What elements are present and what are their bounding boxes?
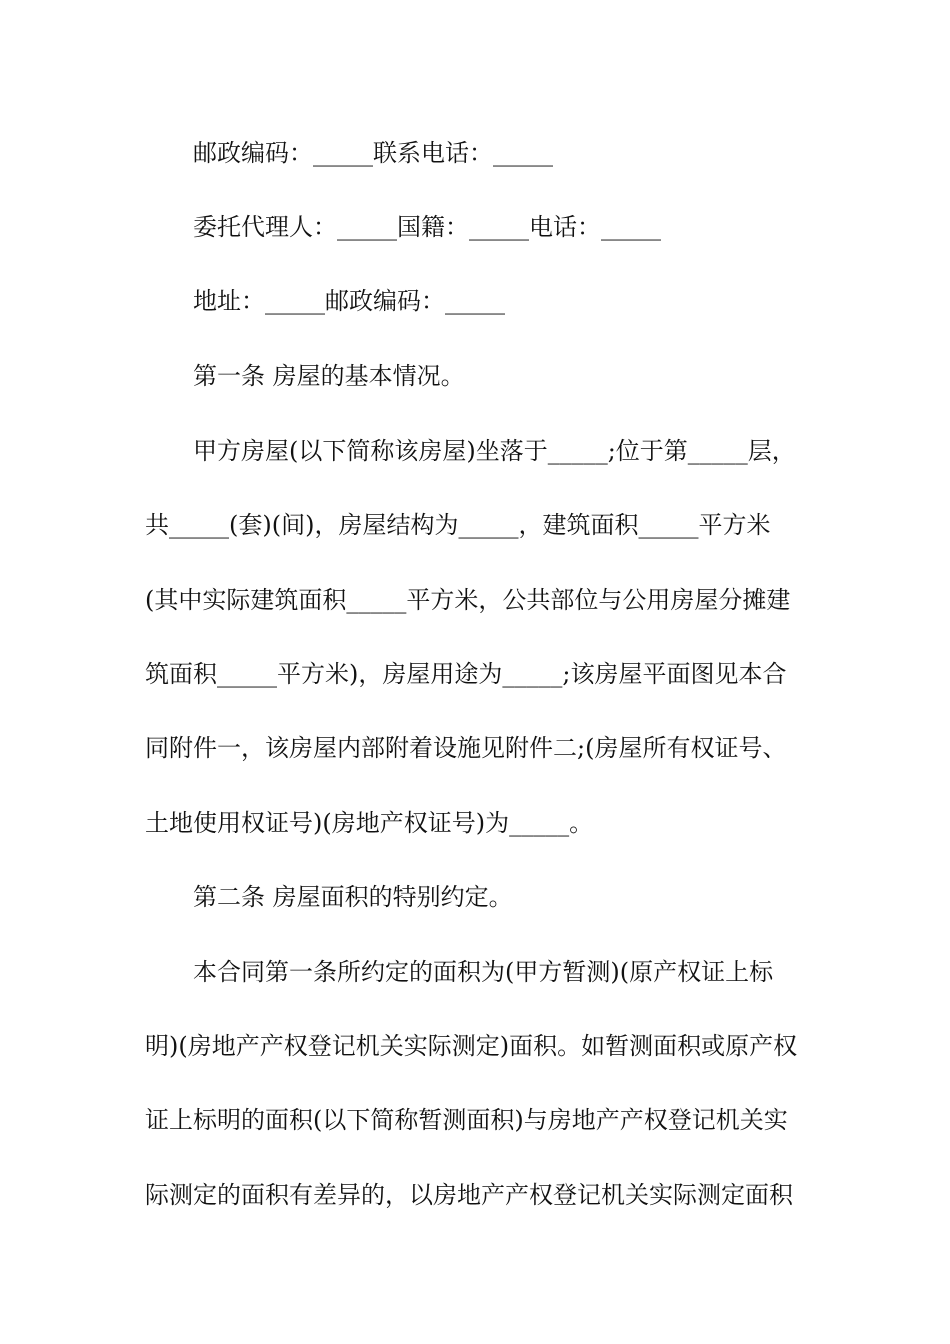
address-postal-code-line: 地址：_____邮政编码：_____: [193, 287, 505, 315]
article-one-paragraph-line: 土地使用权证号)(房地产权证号)为_____。: [145, 809, 594, 837]
article-two-heading: 第二条 房屋面积的特别约定。: [193, 883, 513, 911]
article-two-paragraph-line: 明)(房地产产权登记机关实际测定)面积。如暂测面积或原产权: [145, 1032, 798, 1060]
agent-nationality-phone-line: 委托代理人：_____国籍：_____电话：_____: [193, 213, 661, 241]
article-two-paragraph-line: 证上标明的面积(以下简称暂测面积)与房地产产权登记机关实: [145, 1106, 788, 1134]
article-one-heading: 第一条 房屋的基本情况。: [193, 362, 465, 390]
article-one-paragraph-line: 共_____(套)(间)，房屋结构为_____，建筑面积_____平方米: [145, 511, 771, 539]
article-one-paragraph-line: 筑面积_____平方米)，房屋用途为_____;该房屋平面图见本合: [145, 660, 787, 688]
article-two-paragraph-line: 本合同第一条所约定的面积为(甲方暂测)(原产权证上标: [193, 958, 774, 986]
article-one-paragraph-line: 同附件一，该房屋内部附着设施见附件二;(房屋所有权证号、: [145, 734, 787, 762]
article-two-paragraph-line: 际测定的面积有差异的，以房地产产权登记机关实际测定面积: [145, 1181, 793, 1209]
article-one-paragraph-line: (其中实际建筑面积_____平方米，公共部位与公用房屋分摊建: [145, 586, 791, 614]
article-one-paragraph-line: 甲方房屋(以下简称该房屋)坐落于_____;位于第_____层，: [193, 437, 796, 465]
postal-code-phone-line: 邮政编码：_____联系电话：_____: [193, 139, 553, 167]
